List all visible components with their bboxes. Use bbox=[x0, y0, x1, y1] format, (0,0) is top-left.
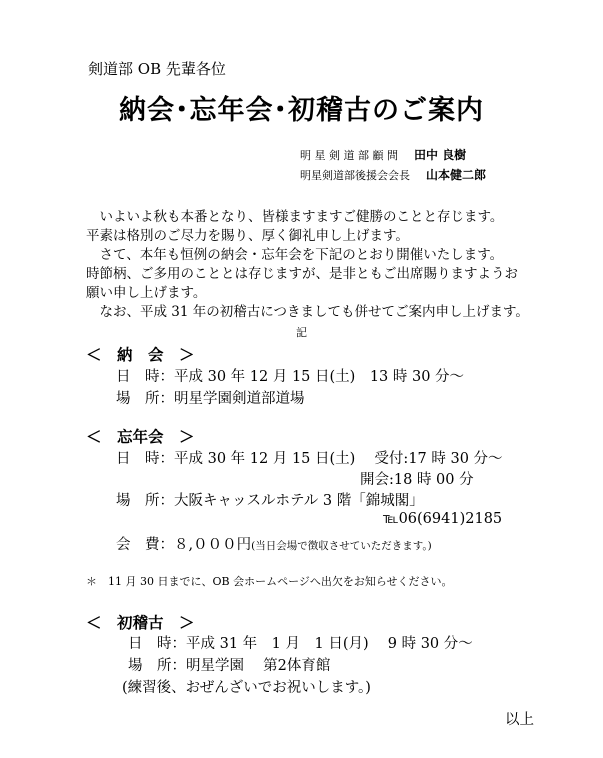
bonenkai-place: 場 所：大阪キャッスルホテル 3 階「錦城閣」 bbox=[116, 493, 424, 509]
hatsugeiko-date: 日 時：平成 31 年 1 月 1 日(月) 9 時 30 分～ bbox=[128, 636, 473, 652]
body-line: 願い申し上げます。 bbox=[86, 285, 207, 301]
hatsugeiko-remark: (練習後、おぜんざいでお祝いします。) bbox=[122, 680, 371, 696]
signature-president bbox=[300, 166, 486, 183]
signature-role: 明 星 剣 道 部 顧 問 bbox=[300, 149, 398, 162]
closing: 以上 bbox=[505, 712, 534, 728]
notice: ＊ 11 月 30 日までに、OB 会ホームページへ出欠をお知らせください。 bbox=[86, 575, 453, 588]
nokai-date: 日 時：平成 30 年 12 月 15 日(土) 13 時 30 分～ bbox=[116, 369, 465, 385]
body-line: さて、本年も恒例の納会・忘年会を下記のとおり開催いたします。 bbox=[86, 247, 504, 263]
signature-name: 田中 良樹 bbox=[413, 148, 467, 162]
body-line: 平素は格別のご尽力を賜り、厚く御礼申し上げます。 bbox=[86, 228, 409, 244]
bonenkai-header: ＜ 忘年会 ＞ bbox=[86, 427, 195, 446]
body-line: 時節柄、ご多用のこととは存じますが、是非ともご出席賜りますようお bbox=[86, 266, 518, 282]
body-line: いよいよ秋も本番となり、皆様ますますご健勝のことと存じます。 bbox=[86, 209, 504, 225]
signature-advisor bbox=[300, 146, 466, 163]
hatsugeiko-place: 場 所：明星学園 第2体育館 bbox=[128, 658, 331, 674]
signature-name: 山本健二郎 bbox=[426, 168, 487, 182]
bonenkai-tel: ℡06(6941)2185 bbox=[383, 511, 503, 527]
signature-role: 明星剣道部後援会会長 bbox=[300, 169, 410, 182]
nokai-place: 場 所：明星学園剣道部道場 bbox=[116, 391, 305, 407]
hatsugeiko-header: ＜ 初稽古 ＞ bbox=[86, 613, 195, 632]
fee-amount: ８,０００円 bbox=[174, 537, 252, 553]
fee-label: 会 費： bbox=[116, 537, 174, 553]
ki-marker: 記 bbox=[296, 326, 307, 339]
addressee: 剣道部 OB 先輩各位 bbox=[88, 60, 226, 78]
fee-note: (当日会場で徴収させていただきます。) bbox=[251, 540, 432, 552]
bonenkai-date: 日 時：平成 30 年 12 月 15 日(土) 受付:17 時 30 分～ bbox=[116, 451, 503, 467]
nokai-header: ＜ 納 会 ＞ bbox=[86, 345, 195, 364]
page-title: 納会･忘年会･初稽古のご案内 bbox=[119, 95, 484, 126]
bonenkai-fee bbox=[116, 533, 432, 554]
body-line: なお、平成 31 年の初稽古につきましても併せてご案内申し上げます。 bbox=[86, 304, 529, 320]
bonenkai-start: 開会:18 時 00 分 bbox=[360, 472, 474, 488]
